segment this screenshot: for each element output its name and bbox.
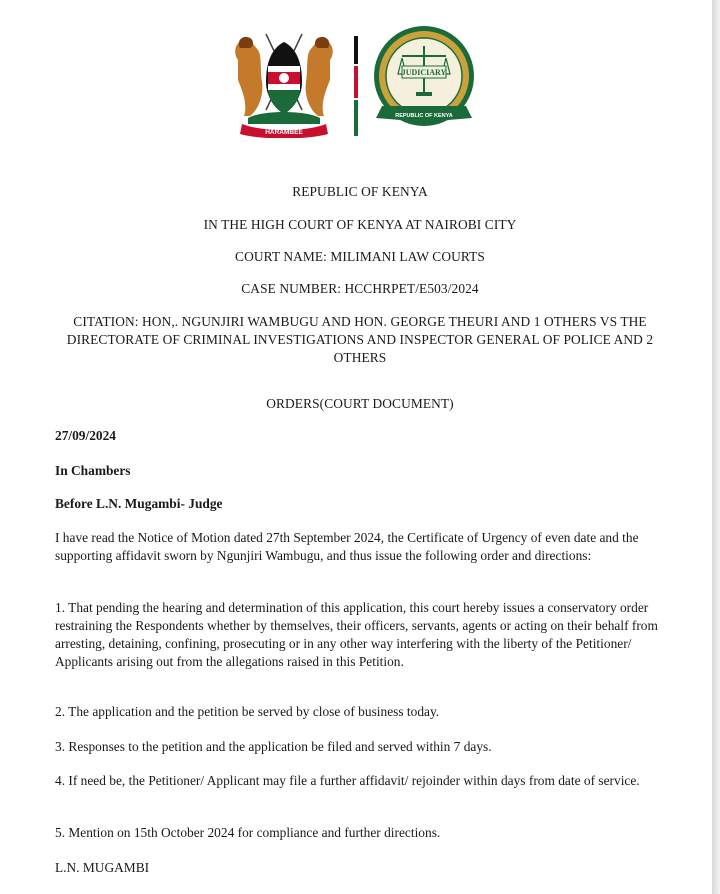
page-edge-shadow xyxy=(712,0,720,894)
order-date: 27/09/2024 xyxy=(55,428,117,443)
order-item-3: 3. Responses to the petition and the application be filed and served within 7 days. xyxy=(55,739,492,754)
kenya-coat-of-arms-icon xyxy=(228,30,340,138)
judiciary-seal-icon xyxy=(368,22,480,140)
in-chambers: In Chambers xyxy=(55,463,131,478)
order-item-1: 1. That pending the hearing and determination of this application, this court hereby issues a conservatory order restraining the Respondents whether by themselves, their officers, servants, agents or acting on their behalf from arresting, detaining, confining, prosecuting or in any other way interfering with the liberty of the Petitioner/ Applicants arising out from the allegations raised in this Petition. xyxy=(55,600,658,669)
case-number: CASE NUMBER: HCCHRPET/E503/2024 xyxy=(241,281,479,296)
order-item-4: 4. If need be, the Petitioner/ Applicant may file a further affidavit/ rejoinder within days from date of service. xyxy=(55,773,640,788)
judiciary-ribbon: REPUBLIC OF KENYA xyxy=(395,113,453,119)
citation: CITATION: HON,. NGUNJIRI WAMBUGU AND HON. GEORGE THEURI AND 1 OTHERS VS THE DIRECTORATE OF CRIMINAL INVESTIGATIONS AND INSPECTOR GENERAL OF POLICE AND 2 OTHERS xyxy=(66,314,654,365)
coat-motto: HARAMBEE xyxy=(265,129,303,136)
judge-signature: L.N. MUGAMBI xyxy=(55,860,150,875)
order-item-5: 5. Mention on 15th October 2024 for compliance and further directions. xyxy=(55,825,441,840)
before-judge: Before L.N. Mugambi- Judge xyxy=(55,496,223,511)
flag-divider xyxy=(353,36,359,136)
order-item-2: 2. The application and the petition be served by close of business today. xyxy=(55,704,440,719)
republic-heading: REPUBLIC OF KENYA xyxy=(292,184,428,199)
document-type: ORDERS(COURT DOCUMENT) xyxy=(266,396,454,411)
court-name: COURT NAME: MILIMANI LAW COURTS xyxy=(235,249,485,264)
intro-paragraph: I have read the Notice of Motion dated 27th September 2024, the Certificate of Urgency of even date and the supporting affidavit sworn by Ngunjiri Wambugu, and thus issue the following order and directions: xyxy=(55,530,639,563)
judiciary-label: JUDICIARY xyxy=(401,68,447,77)
header-logos xyxy=(228,22,488,147)
court-heading: IN THE HIGH COURT OF KENYA AT NAIROBI CITY xyxy=(203,217,517,232)
